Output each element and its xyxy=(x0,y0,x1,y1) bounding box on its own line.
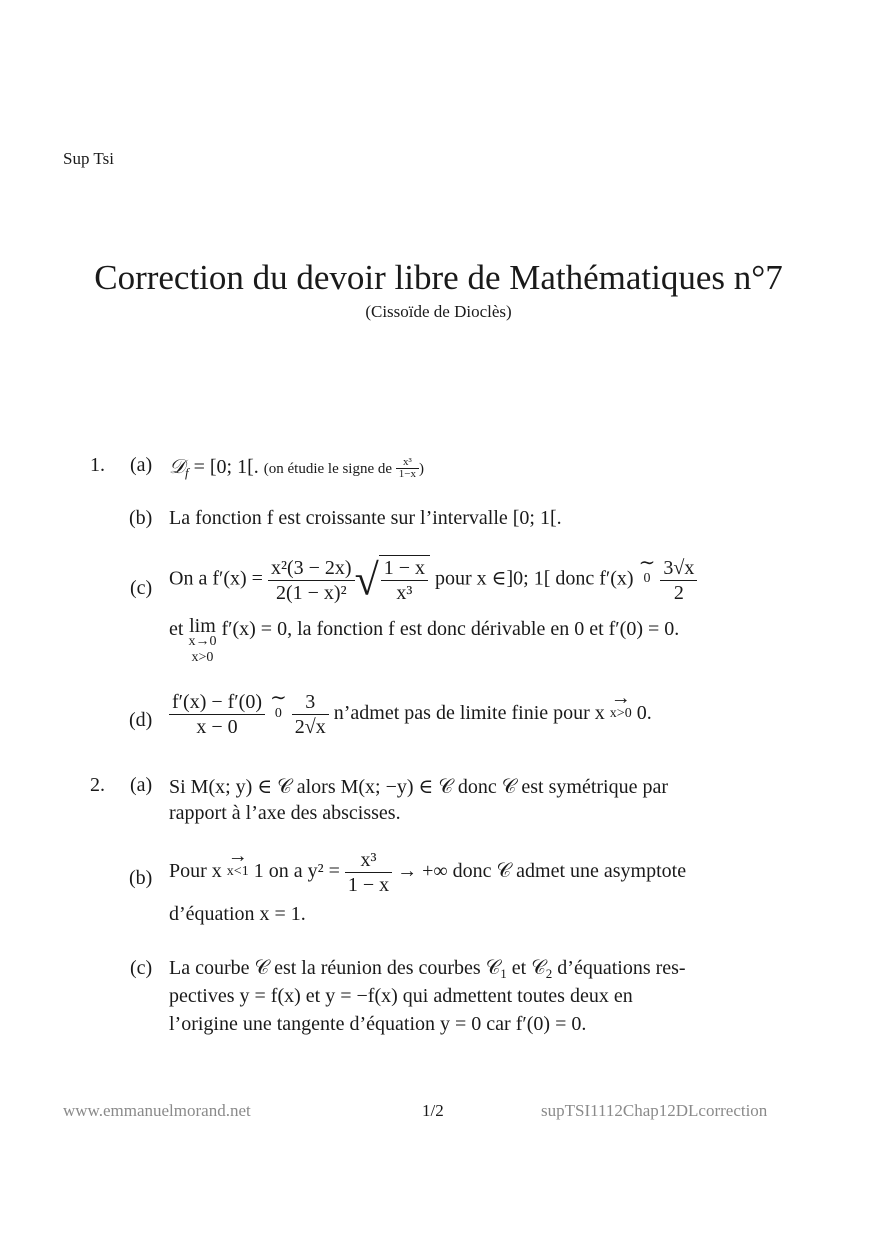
q2c-sub2: 2 xyxy=(545,966,553,981)
q2b-line1 xyxy=(169,845,687,897)
note-end: ) xyxy=(419,461,425,477)
q1b-label: (b) xyxy=(129,507,153,529)
q1d-arrow-sub: x>0 xyxy=(609,706,632,721)
q1d-frac-den: x − 0 xyxy=(169,714,265,739)
domain-value: = [0; 1[. xyxy=(188,456,259,478)
q2b-frac-num: x³ xyxy=(360,849,377,871)
note-num: x³ xyxy=(403,455,412,468)
q2b-label: (b) xyxy=(129,867,153,889)
q1c-equiv xyxy=(638,552,656,587)
q1c-line2-start: et xyxy=(169,618,189,640)
q2b-mid: 1 on a y² = xyxy=(248,860,345,883)
q2c-line1-mid: et 𝒞 xyxy=(506,957,546,979)
q1c-equiv-symbol: ∼ xyxy=(638,552,656,574)
q2b-start: Pour x xyxy=(169,860,227,883)
q1d-text: n’admet pas de limite finie pour x xyxy=(328,702,610,725)
q2b-frac-den: 1 − x xyxy=(345,872,392,897)
q1c-line1 xyxy=(169,552,697,605)
q1d-fraction xyxy=(169,690,265,739)
page-subtitle: (Cissoïde de Dioclès) xyxy=(365,302,512,321)
q2a-line1: Si M(x; y) ∈ 𝒞 alors M(x; −y) ∈ 𝒞 donc 𝒞 est symétrique par xyxy=(169,776,669,798)
q1c-fraction1 xyxy=(268,556,355,605)
course-header: Sup Tsi xyxy=(63,149,114,168)
q1c-sqrt-num: 1 − x xyxy=(383,557,426,579)
q2c-line2: pectives y = f(x) et y = −f(x) qui admettent toutes deux en xyxy=(169,985,633,1007)
q2a-line2: rapport à l’axe des abscisses. xyxy=(169,802,401,824)
q1c-sqrt: √ $\frac{1 - x}{\text{x³}}$ xyxy=(355,555,430,605)
q1d-label: (d) xyxy=(129,709,153,731)
q2c-line1 xyxy=(169,957,686,980)
q1c-frac2-num: 3√x xyxy=(663,556,695,579)
q1a-label: (a) xyxy=(130,454,153,476)
q1c-mid: pour x ∈]0; 1[ donc f′(x) xyxy=(430,567,639,590)
q1c-label: (c) xyxy=(130,577,153,599)
q1c-frac2-den: 2 xyxy=(660,580,697,605)
q1c-lim-sub2: x>0 xyxy=(191,650,214,665)
q1c-start: On a f′(x) = xyxy=(169,567,268,590)
q1c-line2-end: f′(x) = 0, la fonction f est donc dérivable en 0 et f′(0) = 0. xyxy=(216,618,680,640)
domain-note: (on étudie le signe de xyxy=(263,461,396,477)
q1d-content xyxy=(169,687,652,739)
q1d-frac2-den: 2√x xyxy=(292,714,329,739)
q2b-arrow-sub: x<1 xyxy=(226,864,249,879)
q1d-equiv-sub: 0 xyxy=(274,706,282,721)
domain-symbol: 𝒟 xyxy=(169,454,185,478)
q1d-equiv xyxy=(270,687,287,722)
q1d-equiv-symbol: ∼ xyxy=(270,687,287,709)
footer-reference: supTSI1112Chap12DLcorrection xyxy=(541,1101,768,1120)
q1c-limit xyxy=(188,615,217,666)
q2b-end: → +∞ donc 𝒞 admet une asymptote xyxy=(392,860,687,883)
q1d-end: 0. xyxy=(631,702,652,725)
q1d-arrow-symbol: → xyxy=(610,687,631,709)
question-1-number: 1. xyxy=(90,454,105,476)
q1c-frac1-den: 2(1 − x)² xyxy=(268,580,355,605)
q1c-lim-sub1: x→0 xyxy=(188,634,217,649)
q1c-sqrt-den: x³ xyxy=(381,580,428,605)
q2c-line1-end: d’équations res- xyxy=(552,957,686,979)
q1b-text: La fonction f est croissante sur l’intervalle [0; 1[. xyxy=(169,507,562,529)
note-den: 1−x xyxy=(396,468,419,480)
question-2-number: 2. xyxy=(90,774,105,796)
q1c-equiv-sub: 0 xyxy=(643,571,651,586)
q1d-fraction2 xyxy=(292,690,329,739)
q1c-lim-word: lim xyxy=(189,615,216,637)
q2b-arrow-symbol: → xyxy=(227,845,248,867)
q2c-label: (c) xyxy=(130,957,153,979)
q2b-fraction xyxy=(345,848,392,897)
q2c-sub1: 1 xyxy=(500,966,507,981)
q2a-label: (a) xyxy=(130,774,153,796)
q1c-line2 xyxy=(169,615,680,666)
footer-website: www.emmanuelmorand.net xyxy=(63,1101,251,1120)
q1c-frac1-num: x²(3 − 2x) xyxy=(270,556,352,579)
q2c-line3: l’origine une tangente d’équation y = 0 car f′(0) = 0. xyxy=(169,1013,587,1035)
footer-page-number: 1/2 xyxy=(422,1101,444,1120)
q1d-frac2-num: 3 xyxy=(305,691,316,713)
q1c-fraction2 xyxy=(660,556,697,605)
note-fraction xyxy=(396,457,419,480)
q1a-content xyxy=(169,454,424,480)
q2b-arrow xyxy=(226,845,249,880)
q2b-line2: d’équation x = 1. xyxy=(169,903,306,925)
q1d-frac-num: f′(x) − f′(0) xyxy=(172,691,262,713)
page-title: Correction du devoir libre de Mathématiques n°7 xyxy=(94,258,783,297)
domain-sub: f xyxy=(184,465,189,480)
q2c-line1-start: La courbe 𝒞 est la réunion des courbes 𝒞 xyxy=(169,957,501,979)
q1d-arrow xyxy=(609,687,632,722)
